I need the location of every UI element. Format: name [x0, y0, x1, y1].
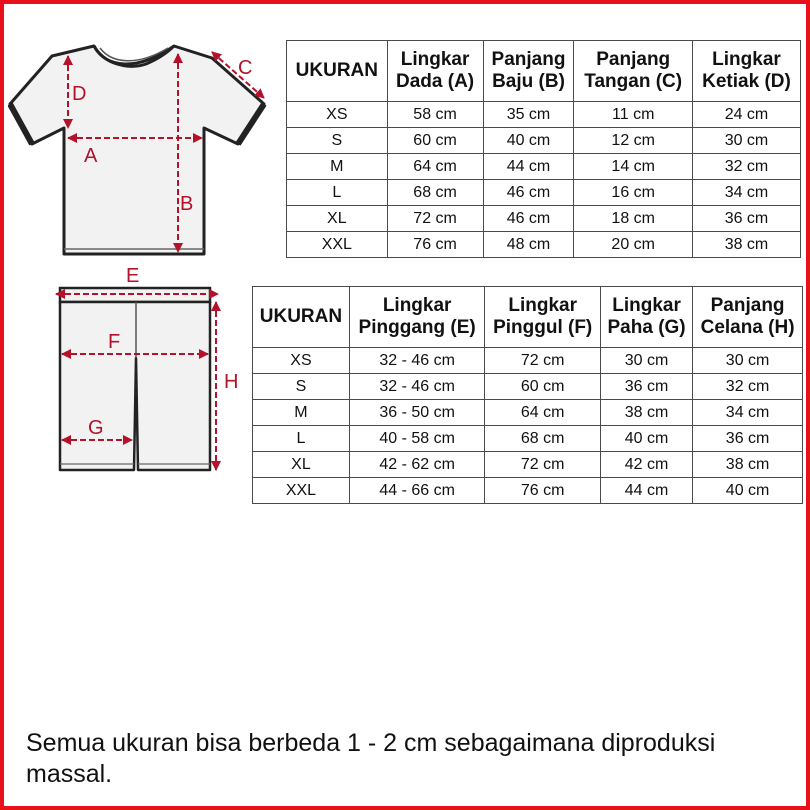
value-cell: 68 cm — [485, 426, 601, 452]
value-cell: 36 cm — [692, 206, 800, 232]
value-cell: 32 cm — [693, 374, 803, 400]
column-header: Panjang Baju (B) — [483, 41, 574, 102]
label-a: A — [84, 145, 98, 167]
value-cell: 64 cm — [387, 154, 483, 180]
table-row — [253, 400, 803, 426]
label-b: B — [180, 193, 194, 215]
table-row — [287, 206, 801, 232]
value-cell: 60 cm — [387, 128, 483, 154]
value-cell: 40 cm — [483, 128, 574, 154]
label-f: F — [108, 331, 121, 353]
value-cell: 72 cm — [485, 348, 601, 374]
column-header: Lingkar Dada (A) — [387, 41, 483, 102]
table-row — [287, 232, 801, 258]
value-cell: 58 cm — [387, 102, 483, 128]
size-cell: XXL — [287, 232, 388, 258]
value-cell: 36 cm — [693, 426, 803, 452]
size-cell: L — [253, 426, 350, 452]
column-header: Lingkar Pinggang (E) — [349, 287, 485, 348]
value-cell: 44 cm — [483, 154, 574, 180]
value-cell: 12 cm — [574, 128, 693, 154]
table-header-row — [253, 287, 803, 348]
value-cell: 44 - 66 cm — [349, 478, 485, 504]
table-row — [287, 180, 801, 206]
value-cell: 36 cm — [600, 374, 692, 400]
column-header: UKURAN — [287, 41, 388, 102]
size-cell: XS — [287, 102, 388, 128]
value-cell: 72 cm — [485, 452, 601, 478]
column-header: Panjang Celana (H) — [693, 287, 803, 348]
value-cell: 11 cm — [574, 102, 693, 128]
value-cell: 35 cm — [483, 102, 574, 128]
value-cell: 32 - 46 cm — [349, 374, 485, 400]
size-cell: XS — [253, 348, 350, 374]
size-cell: L — [287, 180, 388, 206]
value-cell: 14 cm — [574, 154, 693, 180]
value-cell: 40 cm — [600, 426, 692, 452]
value-cell: 76 cm — [387, 232, 483, 258]
value-cell: 72 cm — [387, 206, 483, 232]
value-cell: 30 cm — [692, 128, 800, 154]
table-row — [253, 374, 803, 400]
table-row — [253, 426, 803, 452]
value-cell: 68 cm — [387, 180, 483, 206]
value-cell: 16 cm — [574, 180, 693, 206]
value-cell: 34 cm — [692, 180, 800, 206]
value-cell: 32 - 46 cm — [349, 348, 485, 374]
value-cell: 40 - 58 cm — [349, 426, 485, 452]
value-cell: 38 cm — [693, 452, 803, 478]
table-row — [287, 154, 801, 180]
table-header-row — [287, 41, 801, 102]
column-header: Lingkar Pinggul (F) — [485, 287, 601, 348]
size-cell: M — [287, 154, 388, 180]
value-cell: 32 cm — [692, 154, 800, 180]
shorts-size-table — [252, 286, 803, 504]
label-c: C — [238, 57, 253, 79]
value-cell: 36 - 50 cm — [349, 400, 485, 426]
value-cell: 46 cm — [483, 206, 574, 232]
label-g: G — [88, 417, 104, 439]
value-cell: 38 cm — [600, 400, 692, 426]
value-cell: 40 cm — [693, 478, 803, 504]
value-cell: 76 cm — [485, 478, 601, 504]
value-cell: 42 cm — [600, 452, 692, 478]
shorts-diagram — [52, 262, 248, 480]
value-cell: 60 cm — [485, 374, 601, 400]
value-cell: 38 cm — [692, 232, 800, 258]
label-d: D — [72, 83, 87, 105]
tshirt-outline — [10, 46, 264, 254]
shorts-outline — [60, 302, 210, 470]
table-row — [253, 478, 803, 504]
size-cell: M — [253, 400, 350, 426]
value-cell: 30 cm — [600, 348, 692, 374]
table-row — [287, 102, 801, 128]
value-cell: 30 cm — [693, 348, 803, 374]
size-tolerance-note: Semua ukuran bisa berbeda 1 - 2 cm sebagaimana diproduksi massal. — [26, 729, 716, 788]
table-row — [253, 452, 803, 478]
column-header: Lingkar Paha (G) — [600, 287, 692, 348]
value-cell: 46 cm — [483, 180, 574, 206]
tshirt-diagram — [8, 42, 280, 266]
value-cell: 18 cm — [574, 206, 693, 232]
column-header: Lingkar Ketiak (D) — [692, 41, 800, 102]
column-header: UKURAN — [253, 287, 350, 348]
size-cell: S — [253, 374, 350, 400]
value-cell: 48 cm — [483, 232, 574, 258]
size-cell: XXL — [253, 478, 350, 504]
size-cell: XL — [253, 452, 350, 478]
value-cell: 42 - 62 cm — [349, 452, 485, 478]
label-h: H — [224, 371, 239, 393]
value-cell: 44 cm — [600, 478, 692, 504]
size-cell: S — [287, 128, 388, 154]
table-row — [253, 348, 803, 374]
value-cell: 64 cm — [485, 400, 601, 426]
value-cell: 24 cm — [692, 102, 800, 128]
table-row — [287, 128, 801, 154]
value-cell: 34 cm — [693, 400, 803, 426]
value-cell: 20 cm — [574, 232, 693, 258]
label-e: E — [126, 265, 140, 287]
shirt-size-table — [286, 40, 801, 258]
size-cell: XL — [287, 206, 388, 232]
column-header: Panjang Tangan (C) — [574, 41, 693, 102]
